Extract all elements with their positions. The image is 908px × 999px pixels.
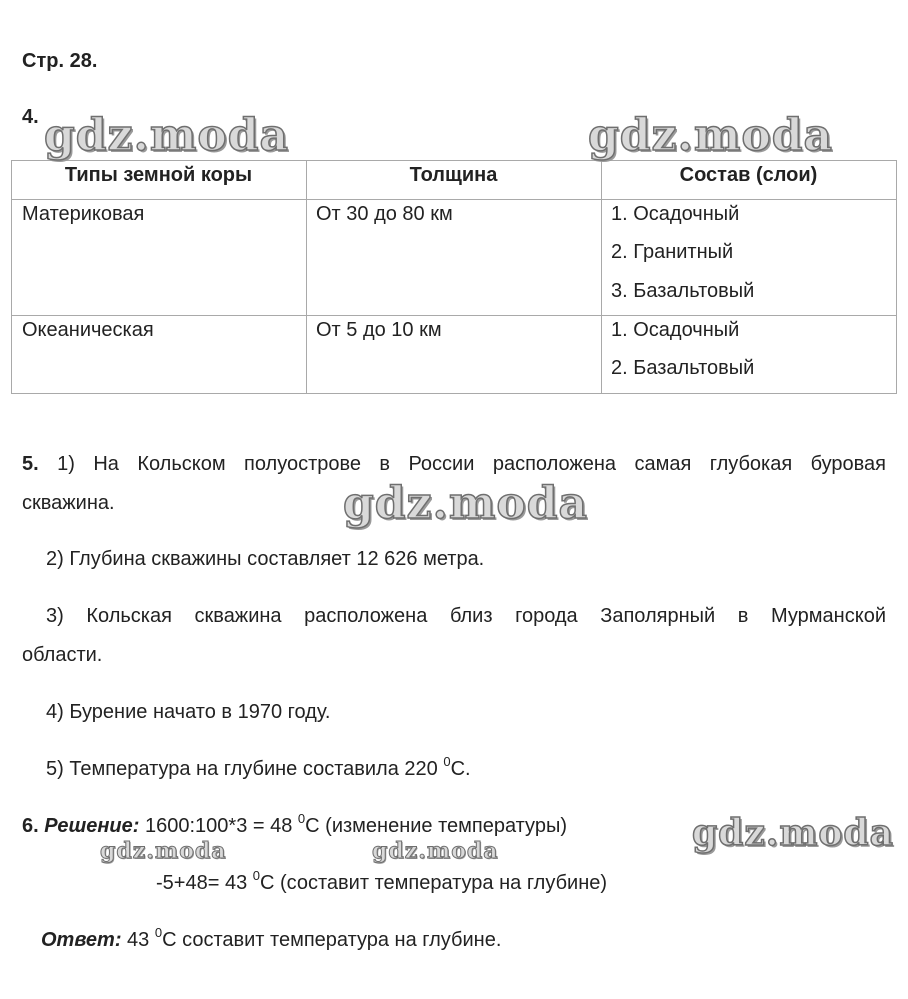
table-row-divider [11, 315, 897, 316]
table-header-divider [11, 199, 897, 200]
table-header-thickness: Толщина [409, 164, 498, 186]
watermark: gdz.moda [44, 110, 290, 161]
q5-item-1-text: 1) На Кольском полуострове в России расположена самая глубокая буровая [57, 453, 887, 475]
table-border-bottom [11, 393, 897, 394]
table-col-divider-1 [306, 160, 307, 394]
q5-item-3-line-2: области. [22, 644, 103, 666]
degree-mark: 0 [297, 811, 306, 827]
table-cell-layer: 2. Гранитный [611, 241, 734, 263]
q5-item-4: 4) Бурение начато в 1970 году. [46, 701, 331, 723]
table-border-left [11, 160, 12, 394]
table-header-type: Типы земной коры [64, 164, 253, 186]
table-col-divider-2 [601, 160, 602, 394]
question-6-number: 6. [22, 815, 39, 837]
q5-item-5 [46, 754, 471, 781]
q6-calc-2-unit: С (составит температура на глубине) [259, 872, 608, 894]
table-cell-type: Материковая [22, 203, 145, 225]
table-cell-layer: 1. Осадочный [611, 203, 740, 225]
q6-calc-1: 1600:100*3 = 48 [139, 815, 298, 837]
q6-calc-1-unit: С (изменение температуры) [305, 815, 567, 837]
table-border-right [896, 160, 897, 394]
q5-item-1-line-2: скважина. [22, 492, 115, 514]
table-cell-layer: 1. Осадочный [611, 319, 740, 341]
table-cell-thickness: От 30 до 80 км [316, 203, 453, 225]
solution-label: Решение: [44, 815, 140, 837]
watermark: gdz.moda [588, 110, 834, 161]
table-header-composition: Состав (слои) [679, 164, 818, 186]
answer-text: 43 [121, 929, 155, 951]
table-cell-thickness: От 5 до 10 км [316, 319, 442, 341]
q6-line-2 [156, 868, 608, 895]
table-cell-type: Океаническая [22, 319, 154, 341]
watermark: gdz.moda [343, 478, 589, 529]
answer-unit: С составит температура на глубине. [162, 929, 502, 951]
watermark: gdz.moda [372, 838, 499, 864]
answer-label: Ответ: [41, 929, 122, 951]
q6-calc-2: -5+48= 43 [156, 872, 253, 894]
q5-item-3-line-1: 3) Кольская скважина расположена близ города Заполярный в Мурманской [46, 605, 886, 627]
degree-mark: 0 [252, 868, 260, 884]
degree-mark: 0 [443, 754, 451, 770]
q5-item-5-text: 5) Температура на глубине составила 220 [46, 758, 444, 780]
degree-mark: 0 [154, 925, 163, 941]
table-cell-layer: 3. Базальтовый [611, 280, 755, 302]
watermark: gdz.moda [100, 838, 227, 864]
q6-answer [41, 925, 502, 952]
watermark: gdz.moda [692, 812, 894, 854]
q6-line-1 [22, 811, 567, 838]
table-cell-layer: 2. Базальтовый [611, 357, 755, 379]
table-border-top [11, 160, 897, 161]
page-number: Стр. 28. [22, 50, 98, 72]
q5-item-5-unit: С. [450, 758, 471, 780]
question-5-number: 5. [22, 453, 39, 475]
question-4-number: 4. [22, 106, 39, 128]
q5-item-2: 2) Глубина скважины составляет 12 626 метра. [46, 548, 485, 570]
q5-item-1-line-1 [22, 453, 886, 476]
